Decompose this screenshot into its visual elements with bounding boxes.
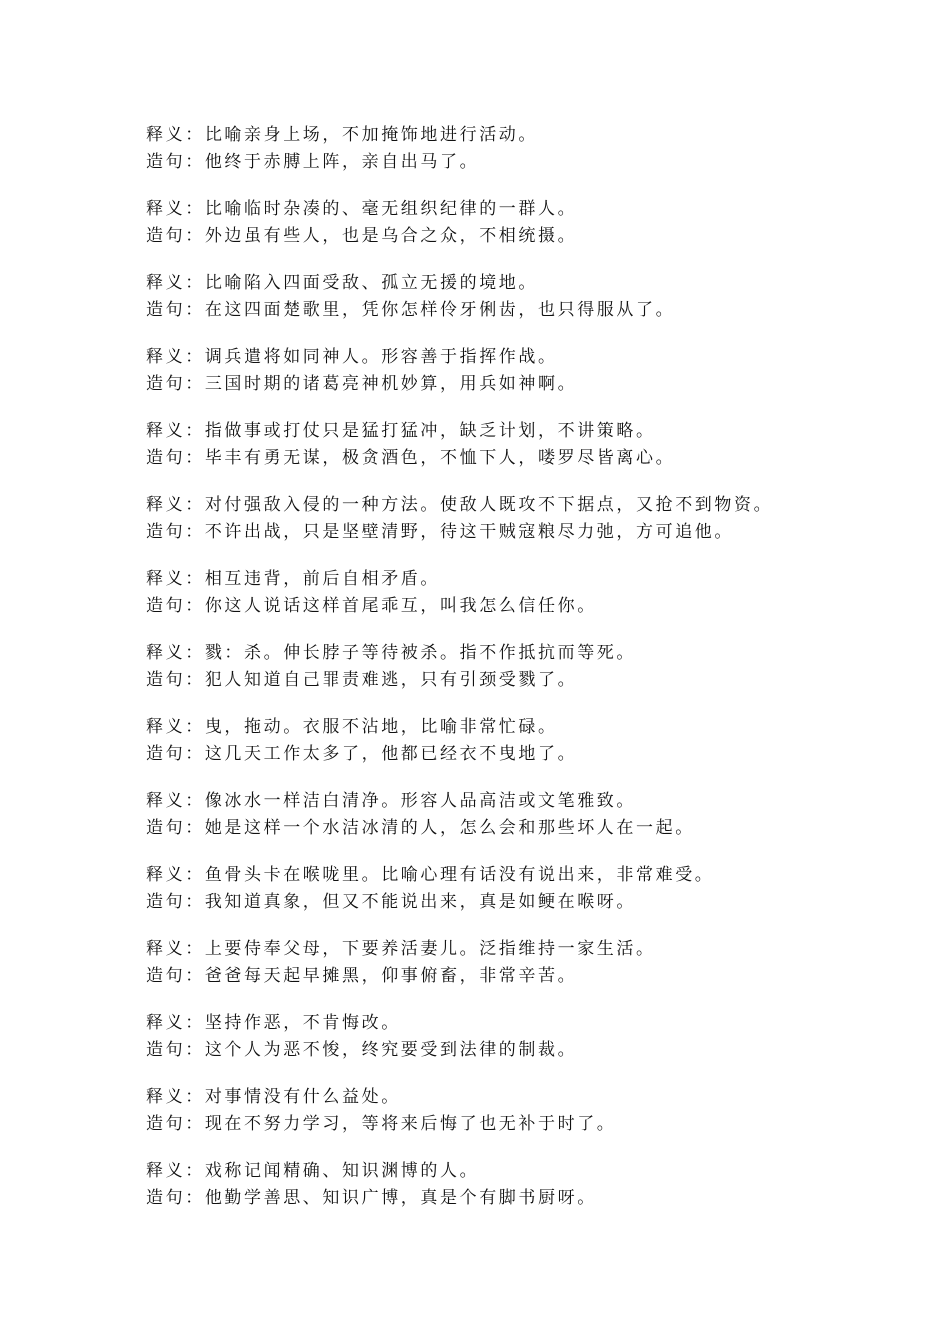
label-separator: ： [185,865,205,885]
idiom-entry [146,492,936,566]
example-label: 造句 [146,448,186,468]
label-separator: ： [185,1013,205,1033]
example-text: 她是这样一个水洁冰清的人，怎么会和那些坏人在一起。 [204,818,695,838]
example-label: 造句 [146,522,186,542]
example-text: 三国时期的诸葛亮神机妙算，用兵如神啊。 [204,374,578,394]
example-line [146,815,936,842]
label-separator: ： [185,374,205,394]
example-text: 犯人知道自己罪责难逃，只有引颈受戮了。 [204,670,578,690]
meaning-text: 比喻亲身上场，不加掩饰地进行活动。 [204,125,539,145]
meaning-line [146,344,936,371]
meaning-text: 相互违背，前后自相矛盾。 [204,569,441,589]
example-line [146,963,936,990]
label-separator: ： [185,939,205,959]
meaning-label: 释义 [146,421,186,441]
idiom-entry [146,344,936,418]
meaning-line [146,492,936,519]
example-label: 造句 [146,744,186,764]
idiom-entry [146,862,936,936]
meaning-text: 对付强敌入侵的一种方法。使敌人既攻不下据点，又抢不到物资。 [204,495,774,515]
example-line [146,297,936,324]
example-text: 你这人说话这样首尾乖互，叫我怎么信任你。 [204,596,597,616]
meaning-label: 释义 [146,347,186,367]
label-separator: ： [185,347,205,367]
meaning-label: 释义 [146,569,186,589]
label-separator: ： [185,569,205,589]
meaning-text: 像冰水一样洁白清净。形容人品高洁或文笔雅致。 [204,791,637,811]
label-separator: ： [185,199,205,219]
meaning-line [146,270,936,297]
idiom-entry [146,1010,936,1084]
example-line [146,1037,936,1064]
meaning-label: 释义 [146,865,186,885]
example-label: 造句 [146,892,186,912]
meaning-text: 戮：杀。伸长脖子等待被杀。指不作抵抗而等死。 [204,643,637,663]
meaning-label: 释义 [146,199,186,219]
example-text: 在这四面楚歌里，凭你怎样伶牙俐齿，也只得服从了。 [204,300,676,320]
example-line [146,223,936,250]
meaning-text: 对事情没有什么益处。 [204,1087,401,1107]
label-separator: ： [185,892,205,912]
example-line [146,519,936,546]
meaning-label: 释义 [146,1161,186,1181]
example-text: 现在不努力学习，等将来后悔了也无补于时了。 [204,1114,617,1134]
idiom-entry [146,196,936,270]
example-line [146,741,936,768]
example-text: 爸爸每天起早摊黑，仰事俯畜，非常辛苦。 [204,966,578,986]
label-separator: ： [185,273,205,293]
idiom-entry [146,936,936,1010]
label-separator: ： [185,495,205,515]
example-text: 这个人为恶不悛，终究要受到法律的制裁。 [204,1040,578,1060]
label-separator: ： [185,670,205,690]
example-label: 造句 [146,300,186,320]
label-separator: ： [185,717,205,737]
example-label: 造句 [146,152,186,172]
example-text: 不许出战，只是坚壁清野，待这干贼寇粮尽力弛，方可追他。 [204,522,735,542]
example-line [146,667,936,694]
meaning-line [146,122,936,149]
example-line [146,1111,936,1138]
meaning-line [146,1158,936,1185]
meaning-label: 释义 [146,273,186,293]
example-label: 造句 [146,1040,186,1060]
example-text: 我知道真象，但又不能说出来，真是如鲠在喉呀。 [204,892,637,912]
idiom-entry [146,122,936,196]
example-line [146,371,936,398]
label-separator: ： [185,1040,205,1060]
meaning-label: 释义 [146,495,186,515]
label-separator: ： [185,818,205,838]
label-separator: ： [185,421,205,441]
meaning-line [146,566,936,593]
example-line [146,1185,936,1212]
label-separator: ： [185,226,205,246]
example-line [146,889,936,916]
idiom-entry [146,1084,936,1158]
meaning-line [146,418,936,445]
label-separator: ： [185,744,205,764]
meaning-line [146,788,936,815]
example-label: 造句 [146,966,186,986]
label-separator: ： [185,152,205,172]
idiom-entry [146,418,936,492]
meaning-line [146,862,936,889]
meaning-line [146,714,936,741]
meaning-line [146,196,936,223]
example-text: 毕丰有勇无谋，极贪酒色，不恤下人，喽罗尽皆离心。 [204,448,676,468]
idiom-entry [146,640,936,714]
label-separator: ： [185,596,205,616]
meaning-text: 上要侍奉父母，下要养活妻儿。泛指维持一家生活。 [204,939,656,959]
label-separator: ： [185,791,205,811]
example-text: 他终于赤膊上阵，亲自出马了。 [204,152,480,172]
label-separator: ： [185,300,205,320]
meaning-label: 释义 [146,791,186,811]
idiom-entry [146,714,936,788]
meaning-text: 调兵遣将如同神人。形容善于指挥作战。 [204,347,558,367]
example-label: 造句 [146,1114,186,1134]
label-separator: ： [185,1161,205,1181]
meaning-text: 比喻临时杂凑的、毫无组织纪律的一群人。 [204,199,578,219]
meaning-line [146,1010,936,1037]
example-line [146,149,936,176]
meaning-line [146,1084,936,1111]
example-label: 造句 [146,1188,186,1208]
example-line [146,593,936,620]
idiom-entry [146,1158,936,1232]
idiom-entry [146,270,936,344]
meaning-label: 释义 [146,939,186,959]
example-label: 造句 [146,226,186,246]
example-label: 造句 [146,596,186,616]
label-separator: ： [185,448,205,468]
label-separator: ： [185,966,205,986]
label-separator: ： [185,522,205,542]
label-separator: ： [185,1114,205,1134]
example-text: 外边虽有些人，也是乌合之众，不相统摄。 [204,226,578,246]
example-label: 造句 [146,818,186,838]
meaning-label: 释义 [146,643,186,663]
meaning-label: 释义 [146,717,186,737]
label-separator: ： [185,1087,205,1107]
example-line [146,445,936,472]
meaning-text: 比喻陷入四面受敌、孤立无援的境地。 [204,273,539,293]
idiom-entry [146,788,936,862]
idiom-entry-list [146,122,936,1232]
example-text: 他勤学善思、知识广博，真是个有脚书厨呀。 [204,1188,597,1208]
idiom-entry [146,566,936,640]
meaning-text: 鱼骨头卡在喉咙里。比喻心理有话没有说出来，非常难受。 [204,865,715,885]
meaning-text: 坚持作恶，不肯悔改。 [204,1013,401,1033]
label-separator: ： [185,1188,205,1208]
meaning-line [146,936,936,963]
example-label: 造句 [146,670,186,690]
meaning-text: 戏称记闻精确、知识渊博的人。 [204,1161,480,1181]
meaning-label: 释义 [146,125,186,145]
label-separator: ： [185,643,205,663]
example-label: 造句 [146,374,186,394]
example-text: 这几天工作太多了，他都已经衣不曳地了。 [204,744,578,764]
meaning-label: 释义 [146,1013,186,1033]
meaning-text: 指做事或打仗只是猛打猛冲，缺乏计划，不讲策略。 [204,421,656,441]
meaning-text: 曳，拖动。衣服不沾地，比喻非常忙碌。 [204,717,558,737]
meaning-line [146,640,936,667]
label-separator: ： [185,125,205,145]
meaning-label: 释义 [146,1087,186,1107]
